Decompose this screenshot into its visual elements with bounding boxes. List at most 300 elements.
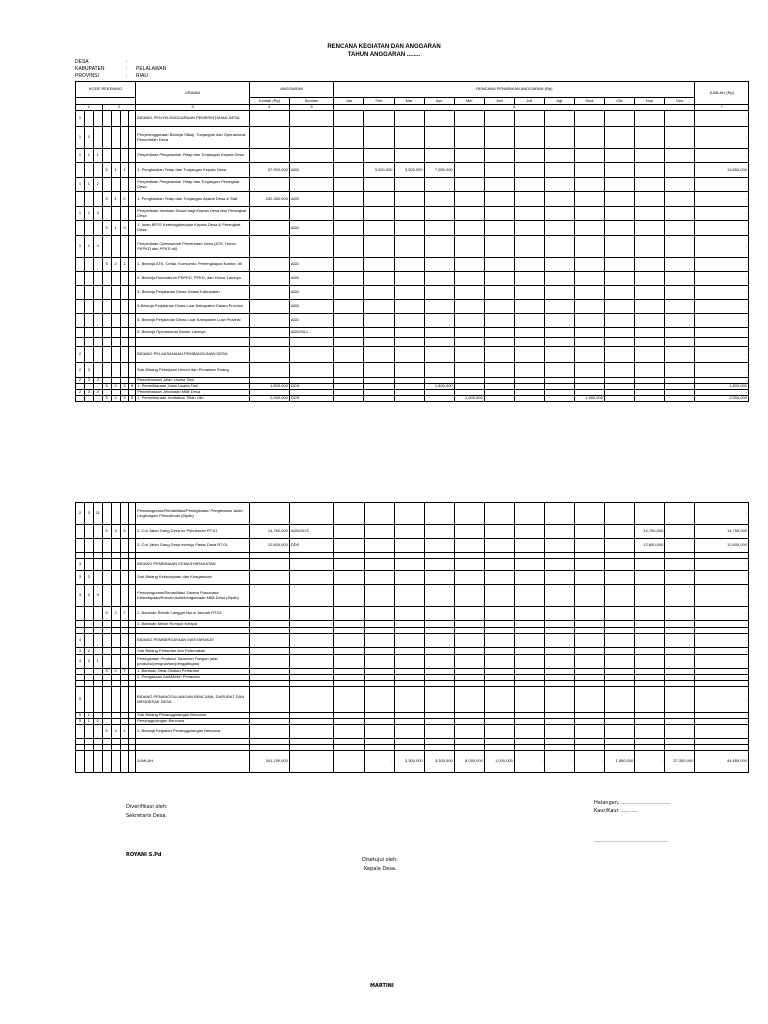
kode-cell [129, 539, 136, 553]
month-value-cell [394, 314, 424, 328]
month-value-cell [665, 314, 695, 328]
sumber-cell: ADD [289, 300, 334, 314]
kode-cell: 1 [111, 221, 120, 236]
kode-cell [129, 525, 136, 539]
month-value-cell [604, 127, 634, 149]
month-value-cell: 1,000,000 [454, 396, 484, 402]
table-row [76, 525, 749, 539]
kode-cell [102, 111, 111, 127]
month-value-cell [665, 539, 695, 553]
kode-cell [93, 687, 102, 713]
kode-cell [102, 585, 111, 607]
kode-cell [111, 634, 120, 648]
sumber-cell [289, 634, 334, 648]
row-total-cell: - [695, 675, 749, 681]
month-value-cell [514, 396, 544, 402]
month-value-cell [635, 111, 665, 127]
kode-cell [102, 347, 111, 363]
month-value-cell: 3,300,000 [424, 751, 454, 773]
verified-label: Diverifikasi oleh: [126, 804, 168, 810]
month-value-cell [424, 539, 454, 553]
col-month: Okt [604, 98, 634, 105]
month-value-cell [514, 503, 544, 525]
month-value-cell [454, 163, 484, 178]
uraian-cell: Sub Bidang Penanggulangan Bencana [136, 713, 250, 719]
month-value-cell [484, 272, 514, 286]
month-value-cell [334, 178, 364, 192]
month-value-cell [635, 328, 665, 338]
kode-cell: 5 [76, 713, 85, 719]
month-value-cell [605, 571, 635, 585]
kode-cell: 5 [102, 192, 111, 207]
month-value-cell [574, 314, 604, 328]
month-value-cell [424, 221, 454, 236]
row-total-cell: - [695, 585, 749, 607]
month-value-cell [394, 221, 424, 236]
verified-name: ROYANI S.Pd [126, 852, 162, 858]
month-value-cell [334, 347, 364, 363]
month-value-cell [605, 648, 635, 655]
month-value-cell [364, 585, 394, 607]
sumber-cell [289, 503, 334, 525]
month-value-cell [364, 258, 394, 272]
month-value-cell [604, 347, 634, 363]
col-num-2: 2 [102, 105, 135, 111]
col-kode-rekening: KODE REKENING [76, 82, 136, 98]
month-value-cell [454, 207, 484, 221]
uraian-cell: Sub Bidang Kebudayaan dan Keagamaan [136, 571, 250, 585]
col-num-7: 7 [695, 105, 749, 111]
uraian-cell: BIDANG PEMBERDAYAAN MASYARAKAT [136, 634, 250, 648]
month-value-cell [665, 687, 695, 713]
month-value-cell [484, 163, 514, 178]
month-value-cell [484, 347, 514, 363]
month-value-cell [544, 221, 574, 236]
month-value-cell [574, 338, 604, 347]
row-total-cell: - [695, 207, 749, 221]
uraian-cell: Penanggulangan Bencana [136, 719, 250, 725]
kode-cell [120, 571, 129, 585]
month-value-cell [635, 687, 665, 713]
month-value-cell [575, 585, 605, 607]
month-value-cell: 1,550,000 [605, 751, 635, 773]
month-value-cell [394, 207, 424, 221]
month-value-cell [665, 178, 695, 192]
kode-cell [102, 149, 111, 163]
table-row [76, 347, 749, 363]
month-value-cell [604, 236, 634, 258]
jumlah-cell: 14,750,000 [249, 525, 289, 539]
kode-cell [111, 207, 120, 221]
uraian-cell: Penyediaan Penghasilan Tetap dan Tunjangan Perangkat Desa [136, 178, 250, 192]
row-total-cell: - [695, 314, 749, 328]
row-total-cell: - [695, 300, 749, 314]
kode-cell: 7 [120, 607, 129, 621]
row-total-cell: - [695, 236, 749, 258]
kode-cell [129, 725, 136, 739]
month-value-cell [424, 328, 454, 338]
kode-cell [120, 127, 129, 149]
month-value-cell [454, 127, 484, 149]
kode-cell [84, 559, 93, 571]
kode-cell [76, 163, 85, 178]
month-value-cell [514, 338, 544, 347]
month-value-cell [575, 559, 605, 571]
col-jumlah-rp: Jumlah (Rp) [249, 98, 289, 105]
month-value-cell [334, 328, 364, 338]
month-value-cell [364, 634, 394, 648]
kode-cell [129, 236, 136, 258]
kode-cell [129, 503, 136, 525]
row-total-cell: - [695, 363, 749, 378]
kode-cell [93, 634, 102, 648]
kode-cell: 1 [120, 725, 129, 739]
month-value-cell [514, 192, 544, 207]
kode-cell: 5 [102, 725, 111, 739]
month-value-cell [544, 207, 574, 221]
jumlah-cell [249, 111, 289, 127]
month-value-cell [514, 314, 544, 328]
jumlah-cell [249, 127, 289, 149]
month-value-cell [364, 300, 394, 314]
month-value-cell [605, 525, 635, 539]
month-value-cell [484, 571, 514, 585]
kode-cell [93, 127, 102, 149]
kode-cell [93, 525, 102, 539]
month-value-cell [454, 221, 484, 236]
kode-cell: 3 [111, 525, 120, 539]
kode-cell: 1 [76, 236, 85, 258]
kode-cell: 5 [102, 669, 111, 675]
sumber-cell [289, 178, 334, 192]
month-value-cell [635, 221, 665, 236]
month-value-cell [364, 314, 394, 328]
month-value-cell [364, 347, 394, 363]
month-value-cell [544, 178, 574, 192]
month-value-cell [484, 314, 514, 328]
table-row [76, 207, 749, 221]
month-value-cell [514, 634, 544, 648]
month-value-cell [334, 258, 364, 272]
kode-cell [84, 539, 93, 553]
kode-cell [102, 328, 111, 338]
kode-cell [120, 328, 129, 338]
month-value-cell [424, 585, 454, 607]
month-value-cell [394, 571, 424, 585]
month-value-cell [424, 236, 454, 258]
jumlah-cell [249, 725, 289, 739]
kode-cell [84, 272, 93, 286]
month-value-cell [454, 300, 484, 314]
month-value-cell [484, 127, 514, 149]
month-value-cell [424, 655, 454, 669]
uraian-cell: Penyediaan Penghasilan Tetap dan Tunjangan Kepala Desa [136, 149, 250, 163]
kabupaten-value: PELALAWAN [136, 66, 167, 72]
kode-cell [76, 607, 85, 621]
kode-cell: 2 [111, 669, 120, 675]
month-value-cell [484, 539, 514, 553]
month-value-cell [514, 328, 544, 338]
col-month: Mar [394, 98, 424, 105]
month-value-cell [665, 221, 695, 236]
table-row [76, 149, 749, 163]
month-value-cell [575, 525, 605, 539]
uraian-cell: 1. Iuran BPJS Ketenagakerjaan Kepala Desa & Perangkat Desa [136, 221, 250, 236]
uraian-cell: 4.Belanja Perjalanan Dinas Luar Kabupaten Dalam Provinsi [136, 300, 250, 314]
month-value-cell [575, 725, 605, 739]
row-total-cell: - [695, 328, 749, 338]
kode-cell [120, 503, 129, 525]
kode-cell: 5 [102, 396, 111, 402]
kode-cell [76, 286, 85, 300]
kode-cell: 3 [76, 559, 85, 571]
uraian-cell: 1. Penghasilan Tetap dan Tunjangan Kepala Desa [136, 163, 250, 178]
month-value-cell [604, 338, 634, 347]
month-value-cell [454, 539, 484, 553]
col-num-5: 5 [289, 105, 334, 111]
month-value-cell [665, 300, 695, 314]
month-value-cell [334, 655, 364, 669]
kode-cell [120, 539, 129, 553]
sumber-cell [289, 655, 334, 669]
verified-role: Sekretaris Desa. [126, 813, 168, 819]
month-value-cell [424, 207, 454, 221]
month-value-cell [454, 607, 484, 621]
provinsi-colon: : [126, 73, 128, 79]
month-value-cell [394, 539, 424, 553]
col-month: Sept [574, 98, 604, 105]
kode-cell: 5 [120, 525, 129, 539]
month-value-cell [514, 272, 544, 286]
kode-cell: 4 [93, 390, 102, 396]
month-value-cell [454, 559, 484, 571]
sumber-cell [289, 621, 334, 628]
month-value-cell [364, 621, 394, 628]
month-value-cell [364, 571, 394, 585]
kode-cell: 3 [76, 571, 85, 585]
month-value-cell [604, 221, 634, 236]
table-row [76, 687, 749, 713]
kode-cell [93, 571, 102, 585]
month-value-cell [574, 347, 604, 363]
kode-cell [129, 207, 136, 221]
month-value-cell [514, 163, 544, 178]
month-value-cell [334, 525, 364, 539]
month-value-cell [394, 127, 424, 149]
month-value-cell [514, 539, 544, 553]
kode-cell [84, 396, 93, 402]
provinsi-value: RIAU [136, 73, 148, 79]
table-row [76, 621, 749, 628]
kode-cell: 5 [76, 719, 85, 725]
month-value-cell [454, 648, 484, 655]
kode-cell [120, 300, 129, 314]
month-value-cell [394, 149, 424, 163]
month-value-cell [394, 725, 424, 739]
month-value-cell [604, 314, 634, 328]
kode-cell [120, 207, 129, 221]
kode-cell: 0 [93, 719, 102, 725]
month-value-cell [394, 559, 424, 571]
month-value-cell [364, 207, 394, 221]
month-value-cell [605, 634, 635, 648]
kode-cell [93, 328, 102, 338]
month-value-cell [454, 258, 484, 272]
kode-cell: 1 [84, 207, 93, 221]
month-value-cell [544, 258, 574, 272]
month-value-cell [424, 258, 454, 272]
jumlah-cell: 252,350,000 [249, 192, 289, 207]
kode-cell [93, 751, 102, 773]
kode-cell: 11 [93, 503, 102, 525]
month-value-cell [454, 525, 484, 539]
month-value-cell [665, 149, 695, 163]
approved-name: MARTINI [370, 983, 394, 989]
jumlah-cell: 12,600,000 [249, 539, 289, 553]
month-value-cell [334, 111, 364, 127]
month-value-cell [604, 258, 634, 272]
kode-cell [120, 363, 129, 378]
kode-cell [93, 338, 102, 347]
kode-cell [84, 221, 93, 236]
kode-cell [111, 111, 120, 127]
month-value-cell [454, 286, 484, 300]
col-month: Des [665, 98, 695, 105]
month-value-cell [424, 178, 454, 192]
table-row [76, 396, 749, 402]
month-value-cell [635, 258, 665, 272]
sumber-cell [289, 751, 334, 773]
month-value-cell [544, 286, 574, 300]
month-value-cell [454, 328, 484, 338]
kode-cell [111, 236, 120, 258]
month-value-cell: 1,800,000 [424, 384, 454, 390]
kode-cell [111, 363, 120, 378]
uraian-cell: 2. Pengadaan Alat/Mesin Pertanian [136, 675, 250, 681]
month-value-cell [575, 687, 605, 713]
month-value-cell [604, 328, 634, 338]
month-value-cell [665, 559, 695, 571]
month-value-cell: 3,300,000 [364, 163, 394, 178]
month-value-cell [635, 396, 665, 402]
month-value-cell [574, 192, 604, 207]
month-value-cell [364, 221, 394, 236]
table-row [76, 111, 749, 127]
month-value-cell [665, 634, 695, 648]
sumber-cell [289, 585, 334, 607]
month-value-cell [514, 207, 544, 221]
kode-cell [111, 328, 120, 338]
month-value-cell [424, 687, 454, 713]
kode-cell: 4 [76, 634, 85, 648]
row-total-cell: 14,750,000 [695, 525, 749, 539]
month-value-cell [574, 207, 604, 221]
signature-line: ............................................... [594, 838, 669, 844]
month-value-cell [364, 149, 394, 163]
kode-cell [102, 571, 111, 585]
month-value-cell [394, 192, 424, 207]
month-value-cell [635, 178, 665, 192]
month-value-cell [605, 725, 635, 739]
month-value-cell [635, 363, 665, 378]
kode-cell: 1 [84, 719, 93, 725]
month-value-cell [635, 236, 665, 258]
sumber-cell [289, 725, 334, 739]
month-value-cell [665, 286, 695, 300]
month-value-cell [604, 272, 634, 286]
jumlah-cell [249, 347, 289, 363]
kode-cell [111, 127, 120, 149]
table-row [76, 539, 749, 553]
kode-cell [120, 149, 129, 163]
kode-cell [84, 258, 93, 272]
kode-cell [120, 634, 129, 648]
month-value-cell [574, 163, 604, 178]
col-month: Feb [364, 98, 394, 105]
row-total-cell: - [695, 571, 749, 585]
kode-cell: 3 [84, 363, 93, 378]
table-row [76, 363, 749, 378]
row-total-cell: 12,600,000 [695, 539, 749, 553]
col-anggaran: ANGGARAN [249, 82, 334, 98]
kode-cell [120, 178, 129, 192]
uraian-cell: 2. Bantuan Mesin Rumput Kelapa [136, 621, 250, 628]
approved-role: Kepala Desa. [364, 866, 397, 872]
kode-cell: 5 [102, 384, 111, 390]
month-value-cell [604, 192, 634, 207]
month-value-cell [364, 192, 394, 207]
uraian-cell: 1. Bantuan Obat-Obatan Pertanian [136, 669, 250, 675]
kode-cell [102, 300, 111, 314]
kode-cell [111, 503, 120, 525]
month-value-cell: 1,550,000 [574, 396, 604, 402]
month-value-cell [424, 314, 454, 328]
kode-cell [93, 111, 102, 127]
month-value-cell [334, 338, 364, 347]
uraian-cell: Pembangunan/Rehabilitasi/Peningkatan/ Pengerasan Jalan Lingkungan Pemukiman (Diplin) [136, 503, 250, 525]
kode-cell [84, 725, 93, 739]
kode-cell [93, 725, 102, 739]
uraian-cell: 2. Belanja Honorarium PKPKD, PPKD, dan Honor Lainnya [136, 272, 250, 286]
month-value-cell [635, 585, 665, 607]
row-total-cell [695, 338, 749, 347]
kode-cell [93, 221, 102, 236]
kode-cell [93, 286, 102, 300]
kode-cell [111, 178, 120, 192]
month-value-cell [394, 585, 424, 607]
sumber-cell [289, 571, 334, 585]
kode-cell: 2 [84, 571, 93, 585]
month-value-cell [665, 111, 695, 127]
kode-cell [129, 192, 136, 207]
month-value-cell [364, 503, 394, 525]
sumber-cell [289, 559, 334, 571]
kode-cell: 8 [129, 396, 136, 402]
month-value-cell [605, 559, 635, 571]
sumber-cell: ADD [289, 221, 334, 236]
provinsi-label: PROVINSI [75, 73, 99, 79]
kode-cell [129, 221, 136, 236]
kode-cell [129, 328, 136, 338]
row-total-cell: - [695, 192, 749, 207]
month-value-cell [514, 347, 544, 363]
month-value-cell [544, 655, 574, 669]
month-value-cell [334, 286, 364, 300]
month-value-cell [424, 149, 454, 163]
sumber-cell [289, 236, 334, 258]
month-value-cell [364, 396, 394, 402]
month-value-cell [364, 328, 394, 338]
